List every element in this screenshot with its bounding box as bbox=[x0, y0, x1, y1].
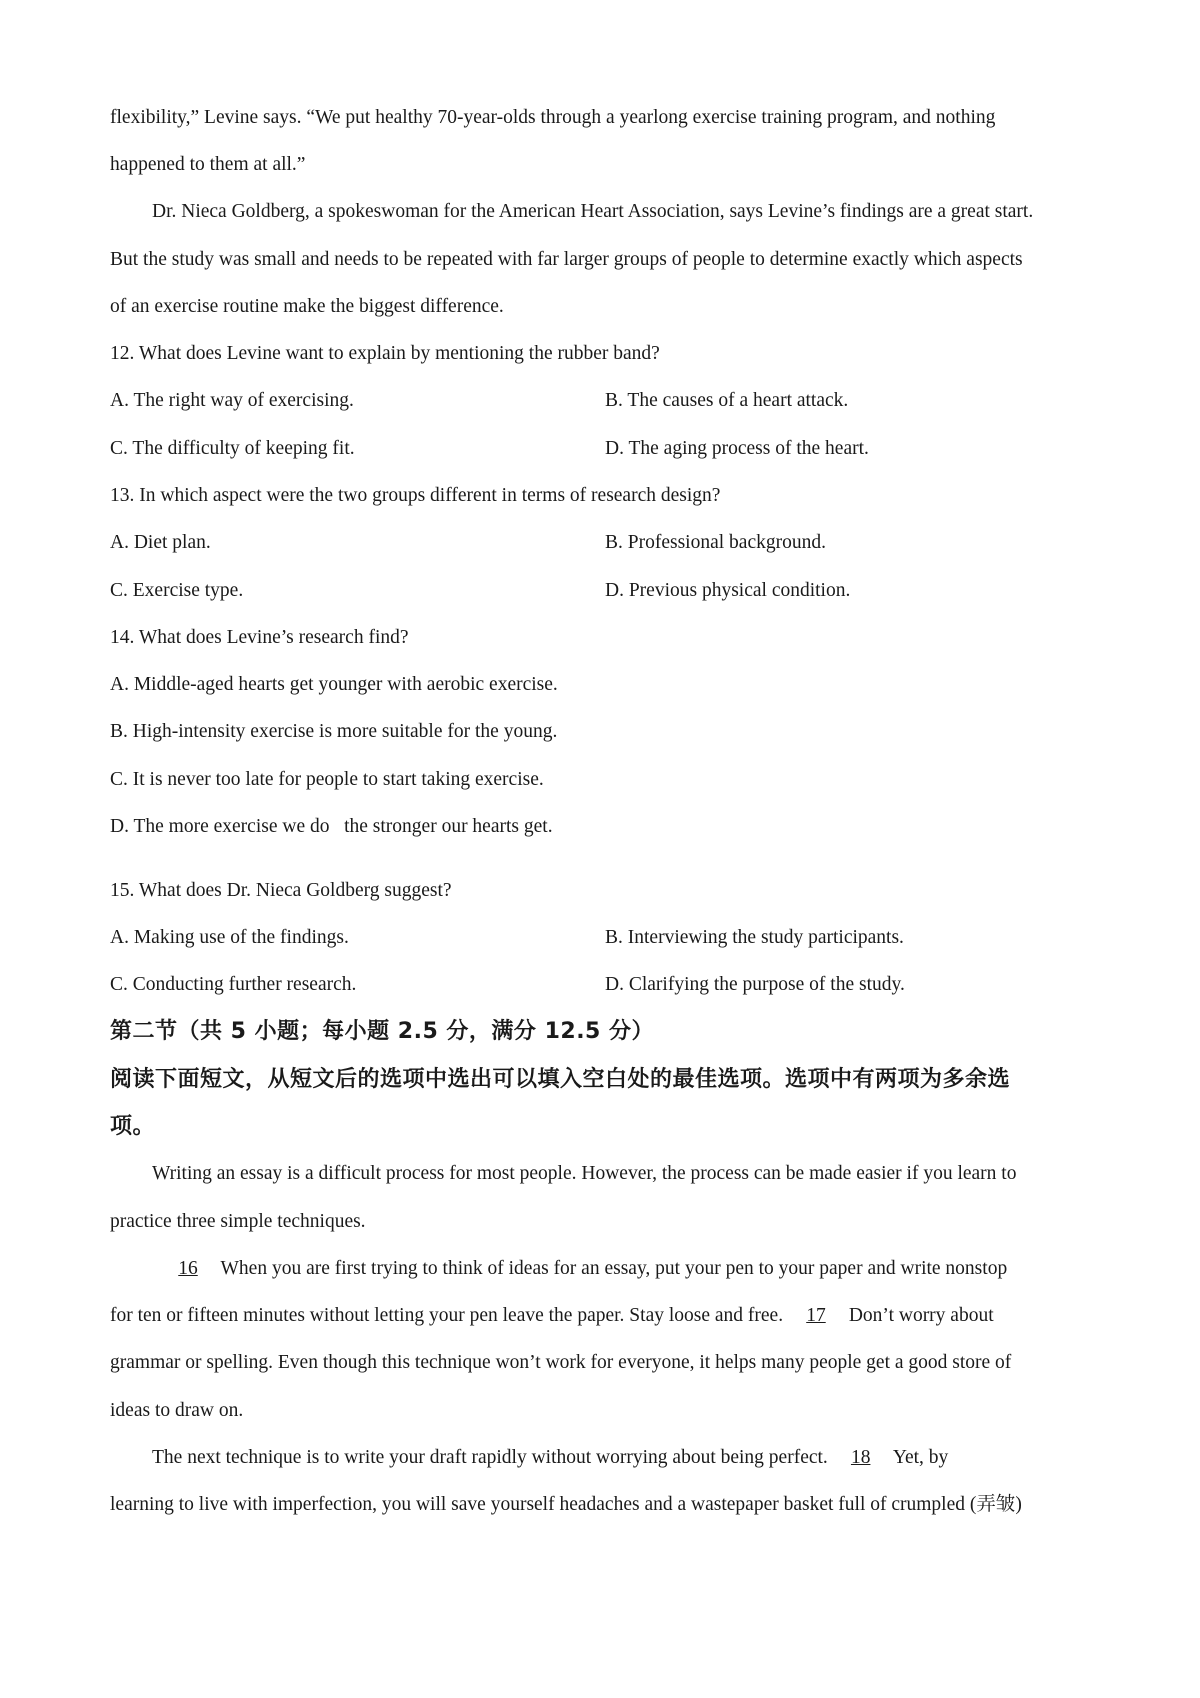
essay-line: Writing an essay is a difficult process for most people. However, the process can be made easier if you learn to bbox=[152, 1163, 1017, 1184]
option-b: B. High-intensity exercise is more suitable for the young. bbox=[110, 721, 558, 742]
option-d: D. Previous physical condition. bbox=[605, 580, 851, 601]
essay-text: Yet, by bbox=[888, 1447, 949, 1468]
blank-16[interactable]: 16 bbox=[178, 1258, 198, 1279]
essay-line: ideas to draw on. bbox=[110, 1400, 244, 1421]
section-title: 第二节（共 5 小题；每小题 2.5 分，满分 12.5 分） bbox=[110, 1019, 655, 1044]
passage-line: happened to them at all.” bbox=[110, 154, 306, 175]
essay-text: Don’t worry about bbox=[843, 1305, 994, 1326]
option-c: C. Conducting further research. bbox=[110, 974, 357, 995]
option-a: A. Diet plan. bbox=[110, 532, 211, 553]
blank-18[interactable]: 18 bbox=[850, 1447, 871, 1468]
option-d: D. The more exercise we do the stronger our hearts get. bbox=[110, 816, 553, 837]
option-d: D. The aging process of the heart. bbox=[605, 438, 869, 459]
option-c: C. The difficulty of keeping fit. bbox=[110, 438, 355, 459]
passage-line: Dr. Nieca Goldberg, a spokeswoman for the American Heart Association, says Levine’s findings are a great start. bbox=[152, 201, 1034, 222]
passage-line: But the study was small and needs to be repeated with far larger groups of people to determine exactly which aspects bbox=[110, 249, 1023, 270]
option-a: A. Making use of the findings. bbox=[110, 927, 349, 948]
essay-line: learning to live with imperfection, you will save yourself headaches and a wastepaper basket full of crumpled (弄皱) bbox=[110, 1494, 1022, 1515]
blank-17[interactable]: 17 bbox=[806, 1305, 826, 1326]
option-b: B. Interviewing the study participants. bbox=[605, 927, 904, 948]
question-stem: 13. In which aspect were the two groups different in terms of research design? bbox=[110, 485, 721, 506]
question-stem: 15. What does Dr. Nieca Goldberg suggest? bbox=[110, 880, 452, 901]
option-a: A. The right way of exercising. bbox=[110, 390, 354, 411]
option-c: C. Exercise type. bbox=[110, 580, 244, 601]
option-c: C. It is never too late for people to start taking exercise. bbox=[110, 769, 544, 790]
section-instruction: 项。 bbox=[110, 1114, 156, 1139]
option-a: A. Middle-aged hearts get younger with aerobic exercise. bbox=[110, 674, 558, 695]
essay-line bbox=[152, 1446, 948, 1470]
question-stem: 14. What does Levine’s research find? bbox=[110, 627, 409, 648]
essay-line: practice three simple techniques. bbox=[110, 1211, 366, 1232]
essay-text: When you are first trying to think of ideas for an essay, put your pen to your paper and write nonstop bbox=[216, 1258, 1008, 1279]
option-b: B. Professional background. bbox=[605, 532, 826, 553]
option-d: D. Clarifying the purpose of the study. bbox=[605, 974, 905, 995]
essay-line bbox=[160, 1257, 1007, 1281]
passage-line: of an exercise routine make the biggest difference. bbox=[110, 296, 504, 317]
option-b: B. The causes of a heart attack. bbox=[605, 390, 849, 411]
passage-line: flexibility,” Levine says. “We put healthy 70-year-olds through a yearlong exercise training program, and nothing bbox=[110, 107, 996, 128]
essay-line: grammar or spelling. Even though this technique won’t work for everyone, it helps many people get a good store of bbox=[110, 1352, 1012, 1373]
essay-text: The next technique is to write your draft rapidly without worrying about being perfect. bbox=[152, 1447, 833, 1468]
essay-line bbox=[110, 1304, 994, 1328]
section-instruction: 阅读下面短文，从短文后的选项中选出可以填入空白处的最佳选项。选项中有两项为多余选 bbox=[110, 1067, 1011, 1092]
essay-text: for ten or fifteen minutes without letting your pen leave the paper. Stay loose and free. bbox=[110, 1305, 788, 1326]
question-stem: 12. What does Levine want to explain by mentioning the rubber band? bbox=[110, 343, 660, 364]
